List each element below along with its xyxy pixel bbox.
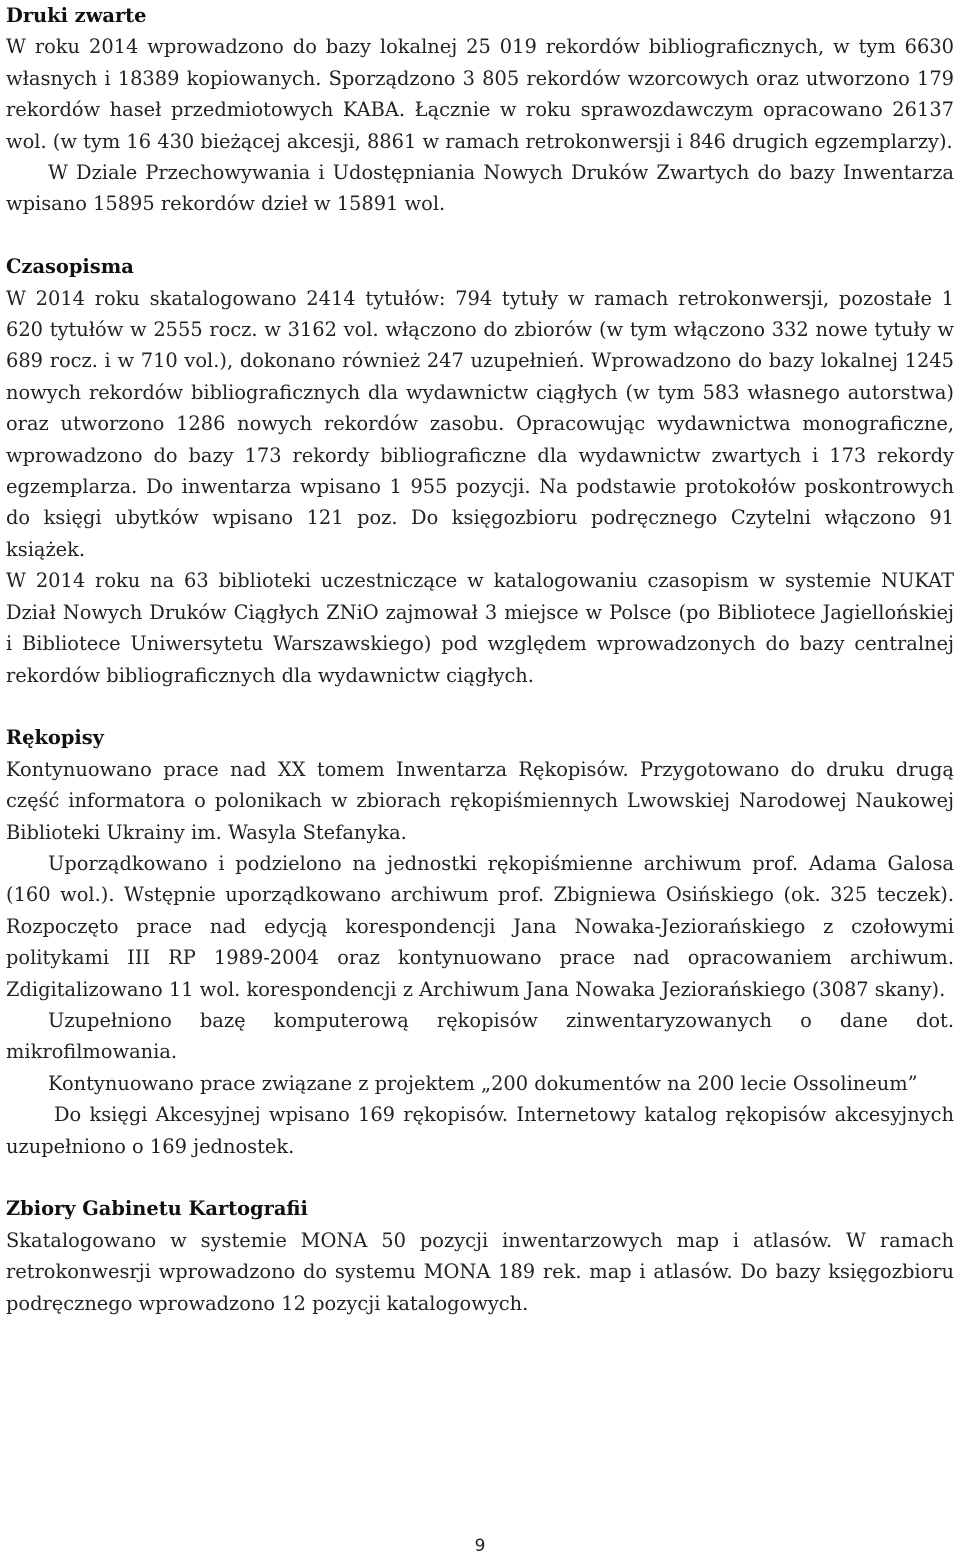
paragraph-rekopisy-2: Uporządkowano i podzielono na jednostki rękopiśmienne archiwum prof. Adama Galosa (160 wol.). Wstępnie uporządkowano archiwum prof. Zbigniewa Osińskiego (ok. 325 teczek). Rozpoczęto prace nad edycją korespondencji Jana Nowaka-Jeziorańskiego z czołowymi politykami III RP 1989-2004 oraz kontynuowano prace nad opracowaniem archiwum. Zdigitalizowano 11 wol. korespondencji z Archiwum Jana Nowaka Jeziorańskiego (3087 skany). <box>6 851 954 1001</box>
paragraph-rekopisy-1: Kontynuowano prace nad XX tomem Inwentarza Rękopisów. Przygotowano do druku drugą część informatora o polonikach w zbiorach rękopiśmiennych Lwowskiej Narodowej Naukowej Biblioteki Ukrainy im. Wasyla Stefanyka. <box>6 757 954 844</box>
section-heading-kartografia: Zbiory Gabinetu Kartografii <box>6 1197 308 1221</box>
paragraph-druki-zwarte-2: W Dziale Przechowywania i Udostępniania Nowych Druków Zwartych do bazy Inwentarza wpisano 15895 rekordów dzieł w 15891 wol. <box>6 161 954 216</box>
page-number: 9 <box>474 1536 486 1556</box>
paragraph-czasopisma-1: W 2014 roku skatalogowano 2414 tytułów: 794 tytuły w ramach retrokonwersji, pozostałe 1 620 tytułów w 2555 rocz. w 3162 vol. włączono do zbiorów (w tym włączono 332 nowe tytuły w 689 rocz. i w 710 vol.), dokonano również 247 uzupełnień. Wprowadzono do bazy lokalnej 1245 nowych rekordów bibliograficznych dla wydawnictw ciągłych (w tym 583 własnego autorstwa) oraz utworzono 1286 nowych rekordów zasobu. Opracowując wydawnictwa monograficzne, wprowadzono do bazy 173 rekordy bibliograficzne dla wydawnictw zwartych i 173 rekordy egzemplarza. Do inwentarza wpisano 1 955 pozycji. Na podstawie protokołów poskontrowych do księgi ubytków wpisano 121 poz. Do księgozbioru podręcznego Czytelni włączono 91 książek. <box>6 286 954 561</box>
paragraph-kartografia-1: Skatalogowano w systemie MONA 50 pozycji inwentarzowych map i atlasów. W ramach retrokonwesrji wprowadzono do systemu MONA 189 rek. map i atlasów. Do bazy księgozbioru podręcznego wprowadzono 12 pozycji katalogowych. <box>6 1228 954 1315</box>
paragraph-rekopisy-4: Kontynuowano prace związane z projektem „200 dokumentów na 200 lecie Ossolineum” <box>48 1071 918 1095</box>
section-heading-rekopisy: Rękopisy <box>6 726 104 750</box>
section-heading-druki-zwarte: Druki zwarte <box>6 4 147 27</box>
section-gap <box>6 1162 954 1193</box>
paragraph-rekopisy-5: Do księgi Akcesyjnej wpisano 169 rękopisów. Internetowy katalog rękopisów akcesyjnych uzupełniono o 169 jednostek. <box>6 1103 954 1158</box>
paragraph-druki-zwarte-1: W roku 2014 wprowadzono do bazy lokalnej 25 019 rekordów bibliograficznych, w tym 6630 własnych i 18389 kopiowanych. Sporządzono 3 805 rekordów wzorcowych oraz utworzono 179 rekordów haseł przedmiotowych KABA. Łącznie w roku sprawozdawczym opracowano 26137 wol. (w tym 16 430 bieżącej akcesji, 8861 w ramach retrokonwersji i 846 drugich egzemplarzy). <box>6 35 954 153</box>
section-gap <box>6 691 954 722</box>
paragraph-czasopisma-2: W 2014 roku na 63 biblioteki uczestniczące w katalogowaniu czasopism w systemie NUKAT Dział Nowych Druków Ciągłych ZNiO zajmował 3 miejsce w Polsce (po Bibliotece Jagiellońskiej i Bibliotece Uniwersytetu Warszawskiego) pod względem wprowadzonych do bazy centralnej rekordów bibliograficznych dla wydawnictw ciągłych. <box>6 569 954 687</box>
paragraph-rekopisy-3: Uzupełniono bazę komputerową rękopisów zinwentaryzowanych o dane dot. mikrofilmowania. <box>6 1008 954 1064</box>
section-heading-czasopisma: Czasopisma <box>6 255 134 279</box>
document-page <box>6 0 954 1319</box>
section-gap <box>6 220 954 251</box>
